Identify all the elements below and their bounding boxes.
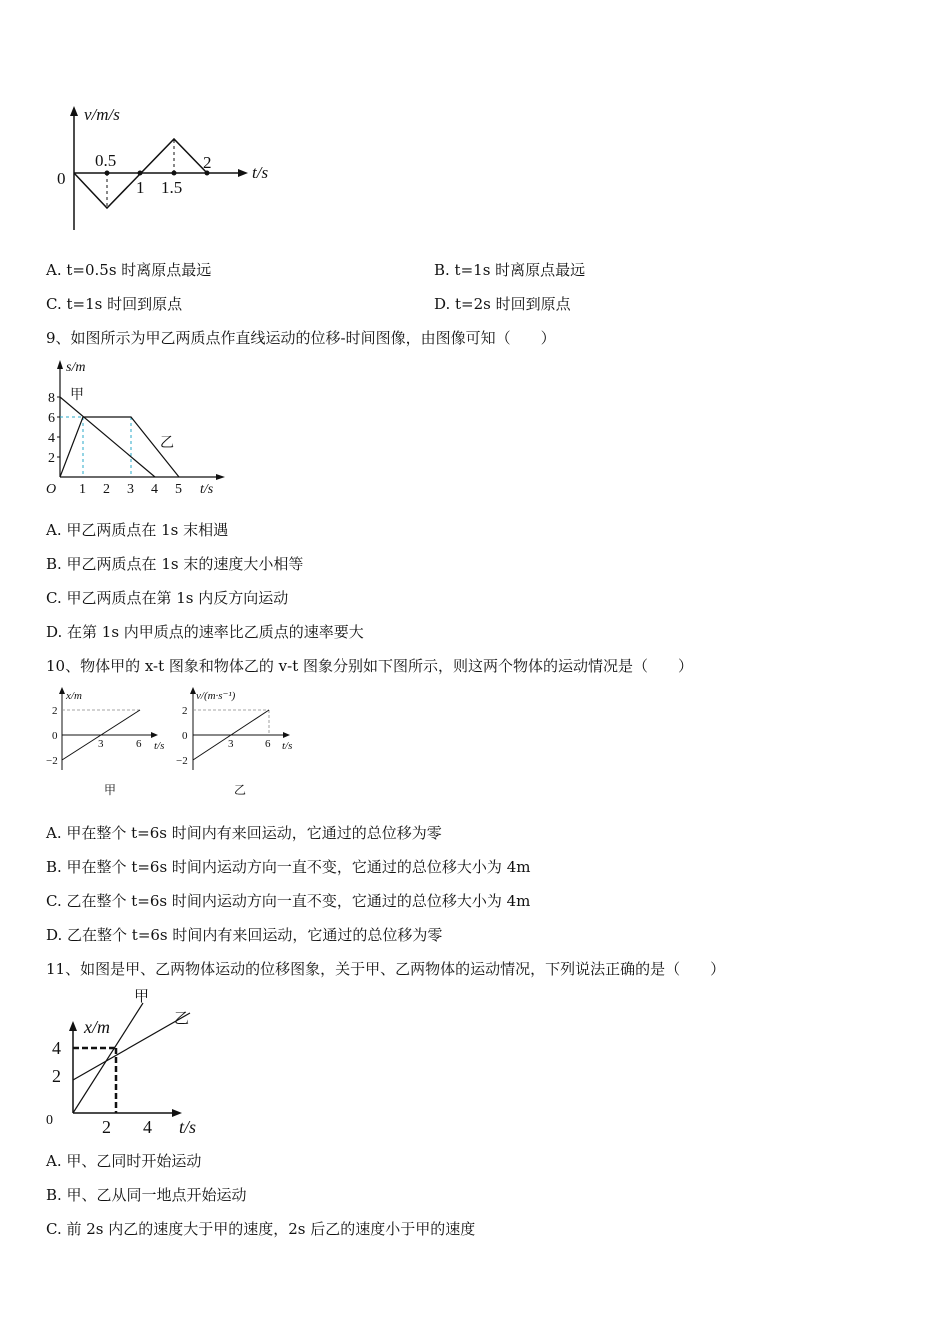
q10-option-a[interactable]: A. 甲在整个 t=6s 时间内有来回运动，它通过的总位移为零	[46, 824, 442, 842]
q11-option-c[interactable]: C. 前 2s 内乙的速度大于甲的速度，2s 后乙的速度小于甲的速度	[46, 1220, 476, 1238]
svg-text:0: 0	[46, 1113, 53, 1128]
q9-st-graph	[40, 355, 240, 500]
svg-text:0: 0	[52, 730, 58, 742]
svg-text:3: 3	[98, 738, 104, 750]
tick-1: 1	[136, 178, 145, 197]
svg-text:乙: 乙	[234, 783, 247, 797]
svg-text:甲: 甲	[104, 783, 117, 797]
svg-text:−2: −2	[46, 755, 58, 767]
svg-text:t/s: t/s	[179, 1117, 197, 1137]
q9-option-a[interactable]: A. 甲乙两质点在 1s 末相遇	[46, 521, 229, 539]
svg-text:甲: 甲	[70, 388, 84, 403]
q11-xt-graph	[40, 985, 240, 1140]
q10-option-d[interactable]: D. 乙在整个 t=6s 时间内有来回运动，它通过的总位移为零	[46, 926, 443, 944]
svg-text:8: 8	[48, 391, 55, 406]
q8-vt-graph	[40, 100, 300, 240]
q8-option-a[interactable]: A. t=0.5s 时离原点最远	[46, 261, 212, 279]
y-axis-arrow	[70, 106, 78, 116]
q10-stem: 10、物体甲的 x-t 图象和物体乙的 v-t 图象分别如下图所示，则这两个物体的运动情况是（ ）	[46, 657, 694, 675]
q9-option-c[interactable]: C. 甲乙两质点在第 1s 内反方向运动	[46, 589, 289, 607]
svg-text:2: 2	[48, 451, 55, 466]
svg-text:3: 3	[127, 482, 134, 497]
svg-text:s/m: s/m	[66, 360, 86, 375]
svg-text:乙: 乙	[160, 436, 174, 451]
tick-2: 2	[203, 153, 212, 172]
svg-text:t/s: t/s	[282, 740, 293, 752]
svg-text:t/s: t/s	[200, 482, 214, 497]
svg-text:6: 6	[265, 738, 271, 750]
q10-vt-graph-yi	[175, 685, 310, 800]
q10-option-b[interactable]: B. 甲在整个 t=6s 时间内运动方向一直不变，它通过的总位移大小为 4m	[46, 858, 531, 876]
svg-text:v/(m·s⁻¹): v/(m·s⁻¹)	[196, 690, 236, 702]
svg-text:2: 2	[52, 1066, 61, 1086]
svg-text:3: 3	[228, 738, 234, 750]
q10-option-c[interactable]: C. 乙在整个 t=6s 时间内运动方向一直不变，它通过的总位移大小为 4m	[46, 892, 531, 910]
q9-stem: 9、如图所示为甲乙两质点作直线运动的位移-时间图像，由图像可知（ ）	[46, 329, 556, 347]
origin-label: 0	[57, 169, 66, 188]
svg-text:甲: 甲	[134, 989, 150, 1005]
x-axis-arrow	[238, 169, 248, 177]
svg-text:2: 2	[182, 705, 188, 717]
q11-option-a[interactable]: A. 甲、乙同时开始运动	[46, 1152, 202, 1170]
svg-text:O: O	[46, 482, 57, 497]
svg-text:乙: 乙	[174, 1011, 190, 1027]
svg-text:4: 4	[52, 1038, 61, 1058]
svg-text:6: 6	[48, 411, 55, 426]
svg-text:t/s: t/s	[154, 740, 165, 752]
svg-text:5: 5	[175, 482, 182, 497]
q10-xt-graph-jia	[40, 685, 175, 800]
svg-text:1: 1	[79, 482, 86, 497]
svg-text:2: 2	[102, 1117, 111, 1137]
q8-option-d[interactable]: D. t=2s 时回到原点	[434, 295, 571, 313]
svg-text:2: 2	[52, 705, 58, 717]
q11-stem: 11、如图是甲、乙两物体运动的位移图象，关于甲、乙两物体的运动情况，下列说法正确的是（ ）	[46, 960, 726, 978]
y-axis-label: v/m/s	[84, 105, 120, 124]
svg-text:4: 4	[151, 482, 158, 497]
svg-text:6: 6	[136, 738, 142, 750]
q9-option-d[interactable]: D. 在第 1s 内甲质点的速率比乙质点的速率要大	[46, 623, 364, 641]
q8-option-b[interactable]: B. t=1s 时离原点最远	[434, 261, 586, 279]
svg-text:4: 4	[48, 431, 55, 446]
svg-text:−2: −2	[176, 755, 188, 767]
svg-text:x/m: x/m	[84, 1017, 110, 1037]
x-axis-label: t/s	[252, 163, 269, 182]
tick-0.5: 0.5	[95, 151, 117, 170]
svg-text:x/m: x/m	[66, 690, 82, 702]
q11-option-b[interactable]: B. 甲、乙从同一地点开始运动	[46, 1186, 247, 1204]
svg-text:0: 0	[182, 730, 188, 742]
svg-text:2: 2	[103, 482, 110, 497]
q9-option-b[interactable]: B. 甲乙两质点在 1s 末的速度大小相等	[46, 555, 304, 573]
svg-text:4: 4	[143, 1117, 152, 1137]
line-jia	[60, 397, 155, 477]
q8-option-c[interactable]: C. t=1s 时回到原点	[46, 295, 183, 313]
tick-1.5: 1.5	[161, 178, 183, 197]
